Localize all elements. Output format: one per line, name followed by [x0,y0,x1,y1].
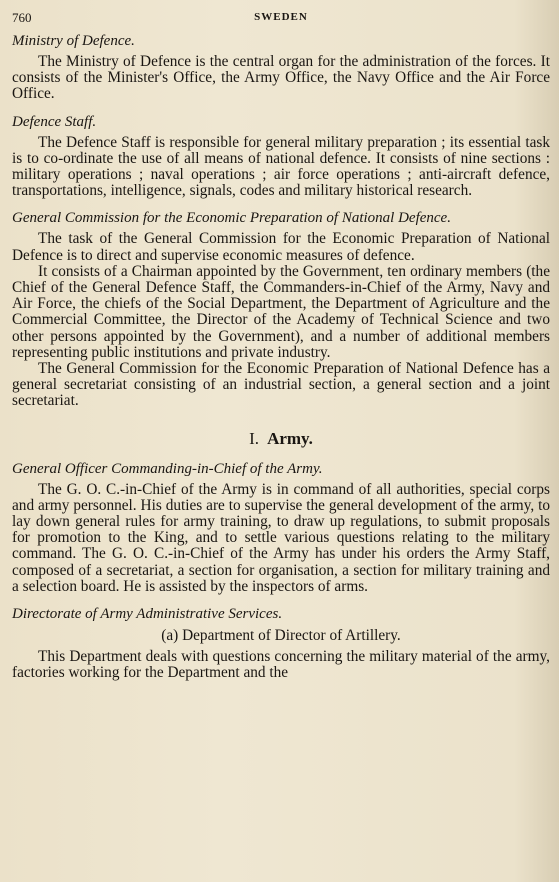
paragraph: The Defence Staff is responsible for general military preparation ; its essential task is to co-ordinate the use of all means of national defence. It consists of nine sections : military operations ; naval operations ; air force operations ; anti-aircraft defence, transportations, intelligence, signals, codes and military historical research. [12,133,550,200]
part-title [12,428,550,450]
paragraph: The G. O. C.-in-Chief of the Army is in command of all authorities, special corps and army personnel. His duties are to supervise the general development of the army, to lay down general rules for army training, to draw up regulations, to submit proposals for promotion to the King, and to settle various questions relating to the military command. The G. O. C.-in-Chief of the Army has under his orders the Army Staff, composed of a secretariat, a section for organisation, a section for military training and a selection board. He is assisted by the inspectors of arms. [12,480,550,595]
running-head-country: SWEDEN [254,11,308,23]
part-number: I. [249,428,260,448]
heading-defence-staff: Defence Staff. [12,113,97,130]
paragraph: The Ministry of Defence is the central organ for the administration of the forces. It consists of the Minister's Office, the Army Office, the Navy Office and the Air Force Office. [12,53,550,103]
heading-general-commission: General Commission for the Economic Preparation of National Defence. [12,210,451,227]
running-head [12,8,550,28]
paragraph: This Department deals with questions concerning the military material of the army, factories working for the Department and the [12,648,550,682]
paragraph: It consists of a Chairman appointed by the Government, ten ordinary members (the Chief of the General Defence Staff, the Commanders-in-Chief of the Army, Navy and Air Force, the chiefs of the Social Department, the Department of Agriculture and the Commercial Committee, the Director of the Academy of Technical Science and two other persons appointed by the Government), and a number of additional members representing public institutions and private industry. [12,262,550,361]
paragraph: The General Commission for the Economic Preparation of National Defence has a general secretariat consisting of an industrial section, a general section and a joint secretariat. [12,360,550,410]
paragraph: The task of the General Commission for the Economic Preparation of National Defence is to direct and supervise economic measures of defence. [12,230,550,264]
subheading-artillery: (a) Department of Director of Artillery. [161,627,401,645]
page-number: 760 [12,10,32,25]
heading-goc-in-chief: General Officer Commanding-in-Chief of the Army. [12,460,323,477]
part-name: Army. [267,428,313,448]
heading-ministry-of-defence: Ministry of Defence. [12,33,135,49]
heading-directorate: Directorate of Army Administrative Services. [12,606,283,623]
